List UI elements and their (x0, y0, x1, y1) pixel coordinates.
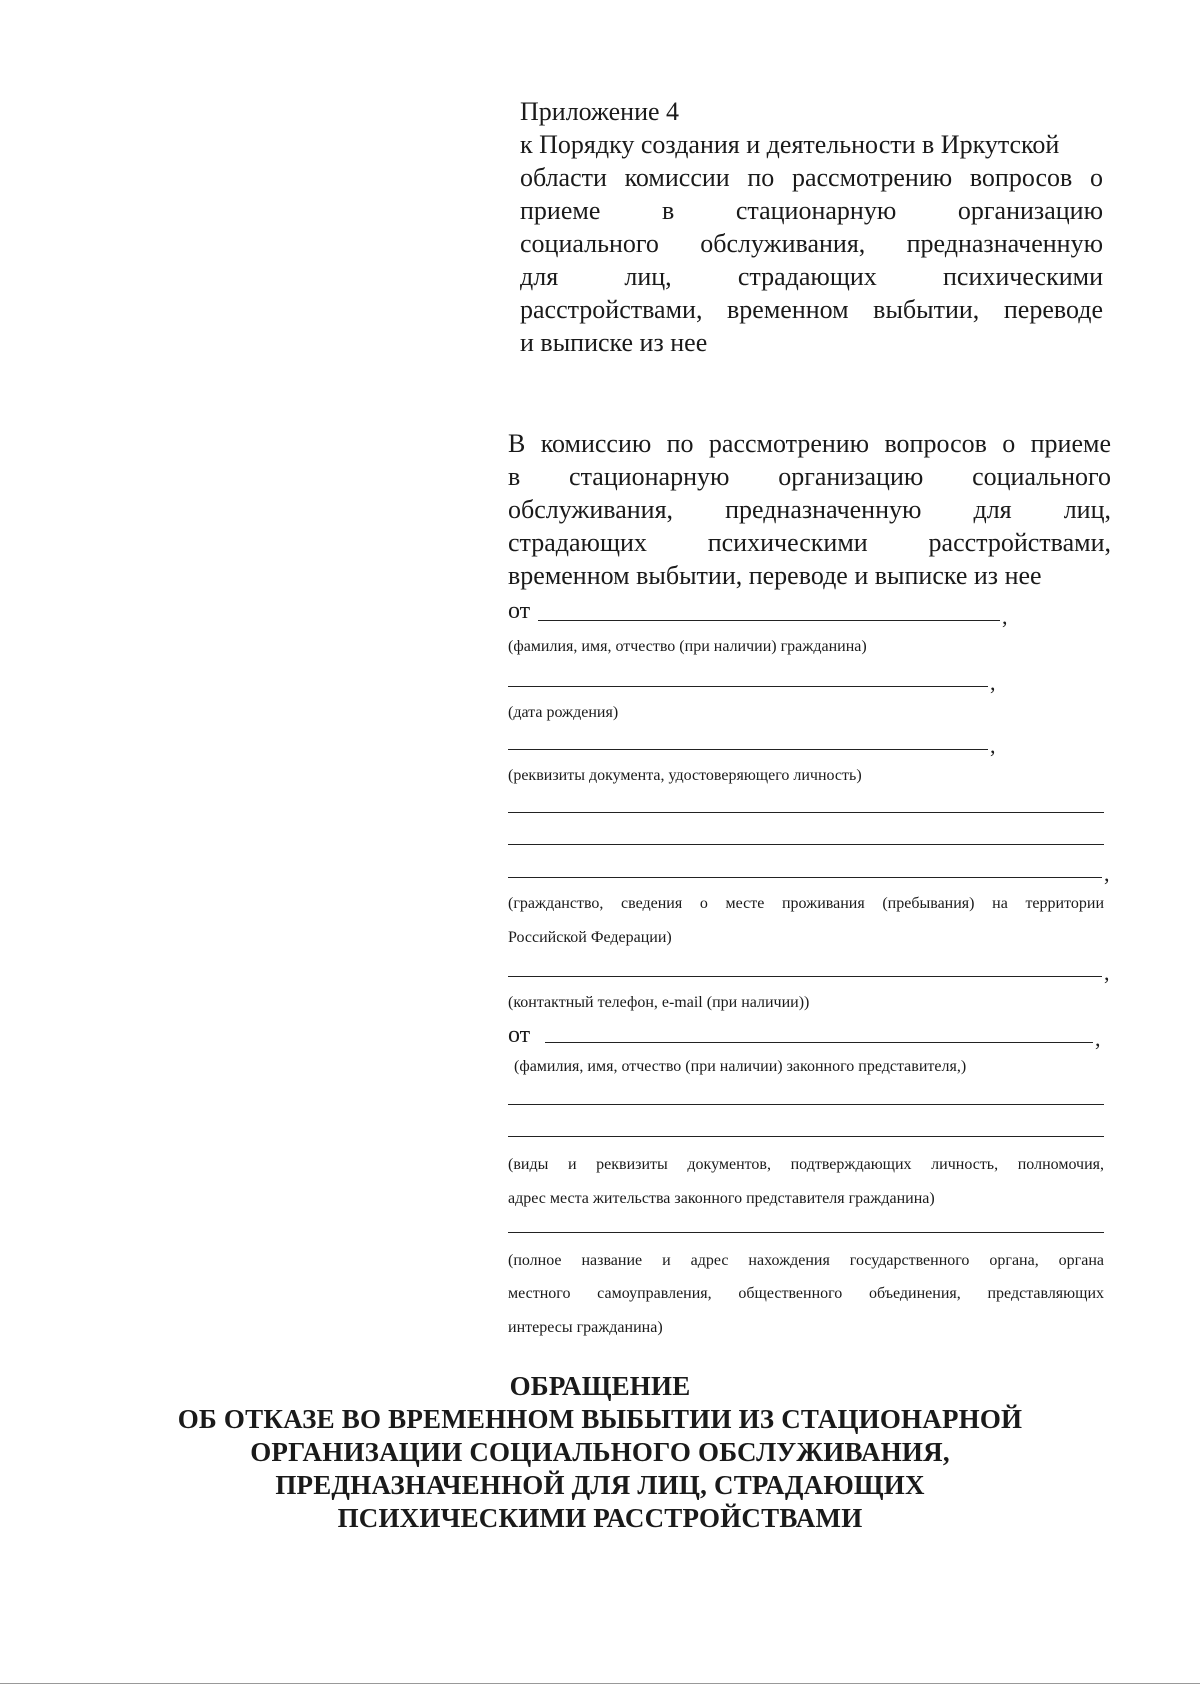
comma: , (990, 670, 996, 695)
from-citizen-label: от (508, 598, 531, 624)
document-title (0, 1370, 1200, 1535)
caption-citizenship: (гражданство, сведения о месте проживания (пребывания) на территории (508, 895, 1104, 912)
id-document-field[interactable] (508, 749, 988, 750)
title-line: ОРГАНИЗАЦИИ СОЦИАЛЬНОГО ОБСЛУЖИВАНИЯ, (250, 1437, 950, 1467)
addressee-line: страдающих психическими расстройствами, (508, 528, 1111, 557)
caption-representative-name: (фамилия, имя, отчество (при наличии) законного представителя,) (514, 1058, 967, 1075)
caption-organization: (полное название и адрес нахождения государственного органа, органа (508, 1252, 1104, 1269)
caption-birth-date: (дата рождения) (508, 704, 619, 721)
citizen-name-field[interactable] (538, 620, 1000, 621)
appendix-line: для лиц, страдающих психическими (520, 262, 1103, 291)
addressee-line: обслуживания, предназначенную для лиц, (508, 495, 1111, 524)
appendix-line: социального обслуживания, предназначенную (520, 229, 1103, 258)
appendix-line: и выписке из нее (520, 328, 708, 357)
comma: , (1104, 960, 1110, 985)
addressee-line: В комиссию по рассмотрению вопросов о приеме (508, 429, 1111, 458)
caption-documents: (виды и реквизиты документов, подтверждающих личность, полномочия, (508, 1156, 1104, 1173)
citizenship-field-line-1[interactable] (508, 812, 1104, 813)
citizenship-field-line-3[interactable] (508, 877, 1102, 878)
comma: , (990, 733, 996, 758)
caption-id-document: (реквизиты документа, удостоверяющего личность) (508, 767, 862, 784)
representative-name-field[interactable] (545, 1042, 1093, 1043)
birth-date-field[interactable] (508, 686, 988, 687)
page-bottom-rule (0, 1683, 1200, 1684)
appendix-number: Приложение 4 (520, 97, 680, 126)
caption-contact: (контактный телефон, e-mail (при наличии)) (508, 994, 810, 1011)
title-line: ОБ ОТКАЗЕ ВО ВРЕМЕННОМ ВЫБЫТИИ ИЗ СТАЦИОНАРНОЙ (177, 1404, 1023, 1434)
organization-field[interactable] (508, 1232, 1104, 1233)
from-representative-label: от (508, 1022, 531, 1048)
contact-field[interactable] (508, 976, 1102, 977)
appendix-line: приеме в стационарную организацию (520, 196, 1103, 225)
title-line: ПСИХИЧЕСКИМИ РАССТРОЙСТВАМИ (337, 1503, 863, 1533)
caption-citizenship-cont: Российской Федерации) (508, 929, 672, 946)
appendix-line: к Порядку создания и деятельности в Иркутской (520, 130, 1060, 159)
addressee-line: в стационарную организацию социального (508, 462, 1111, 491)
title-line: ПРЕДНАЗНАЧЕННОЙ ДЛЯ ЛИЦ, СТРАДАЮЩИХ (275, 1470, 925, 1500)
caption-organization-cont: местного самоуправления, общественного объединения, представляющих (508, 1285, 1104, 1302)
representative-docs-line-1[interactable] (508, 1104, 1104, 1105)
title-line: ОБРАЩЕНИЕ (509, 1371, 691, 1401)
addressee-line: временном выбытии, переводе и выписке из нее (508, 561, 1042, 590)
representative-docs-line-2[interactable] (508, 1136, 1104, 1137)
caption-citizen-name: (фамилия, имя, отчество (при наличии) гражданина) (508, 638, 867, 655)
caption-organization-end: интересы гражданина) (508, 1319, 663, 1336)
addressee-block (508, 427, 1111, 592)
comma: , (1002, 604, 1008, 629)
citizenship-field-line-2[interactable] (508, 844, 1104, 845)
appendix-line: области комиссии по рассмотрению вопросов о (520, 163, 1103, 192)
caption-documents-cont: адрес места жительства законного представителя гражданина) (508, 1190, 935, 1207)
appendix-line: расстройствами, временном выбытии, переводе (520, 295, 1103, 324)
comma: , (1095, 1026, 1101, 1051)
comma: , (1104, 861, 1110, 886)
appendix-block (520, 95, 1103, 359)
